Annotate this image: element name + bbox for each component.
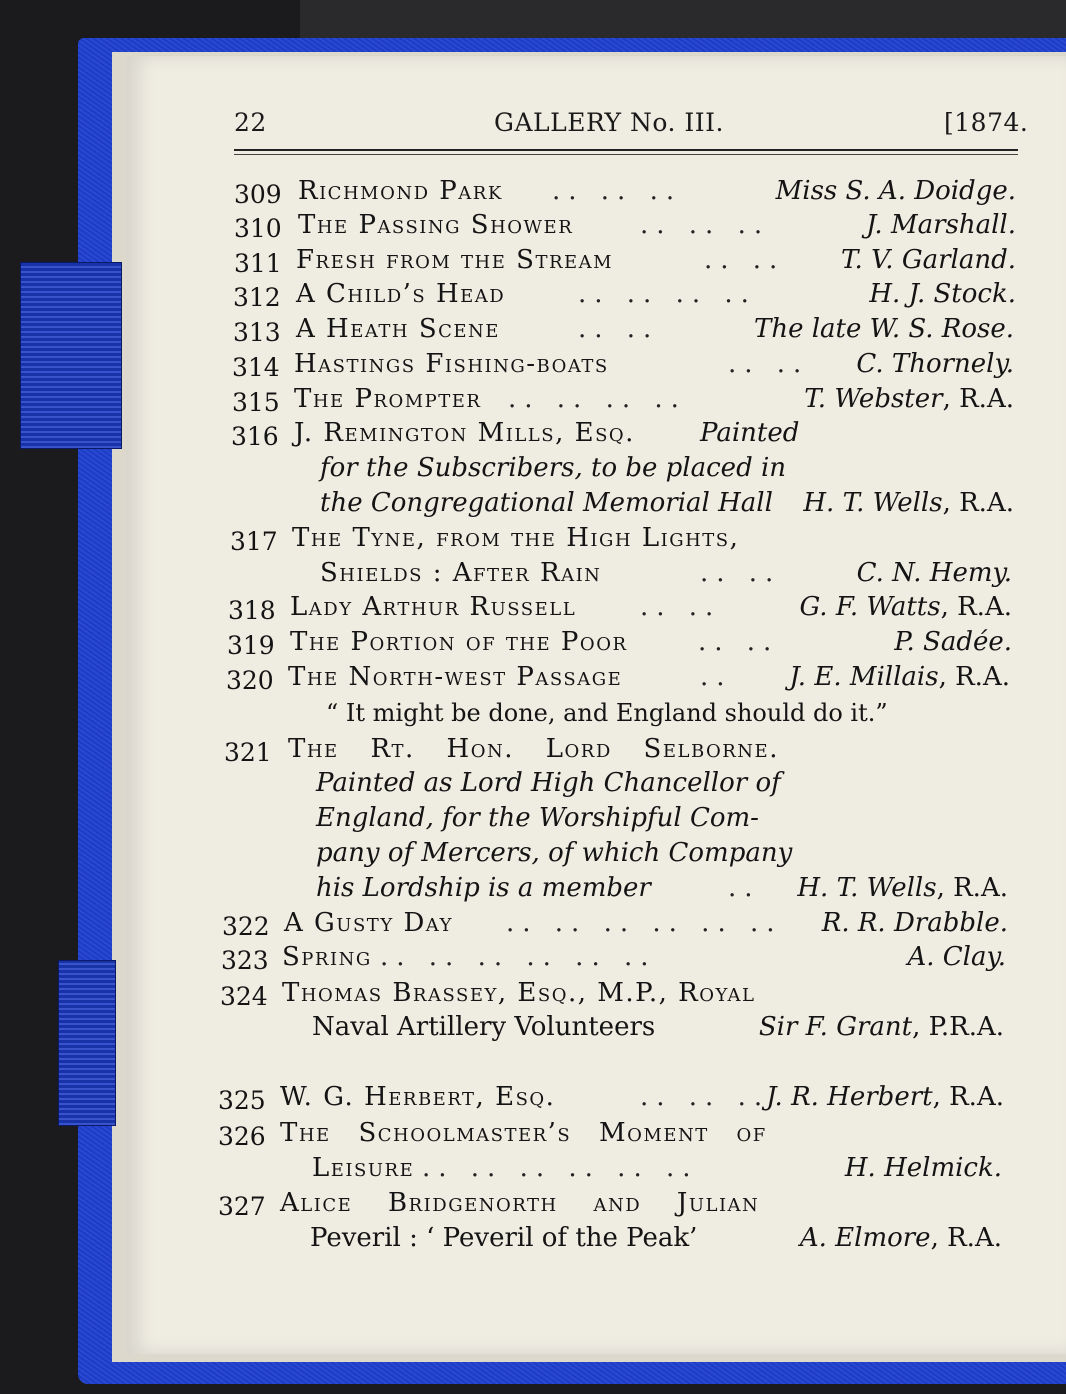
entry-title: The Tyne, from the High Lights,	[292, 523, 740, 553]
artist-suffix: , R.A.	[930, 1223, 1002, 1253]
entry-number: 316	[231, 422, 279, 451]
entry-artist: H. J. Stock.	[869, 279, 1016, 309]
entry-title: Thomas Brassey, Esq., M.P., Royal	[282, 978, 756, 1008]
entry-number: 324	[220, 982, 268, 1011]
artist-suffix: , R.A.	[942, 384, 1014, 414]
entry-note: his Lordship is a member	[316, 873, 651, 903]
page-number: 22	[234, 108, 267, 137]
cloth-tab-lower	[58, 960, 116, 1126]
entry-note: the Congregational Memorial Hall	[320, 488, 773, 518]
entry-artist: A. Clay.	[907, 942, 1006, 972]
entry-number: 319	[227, 631, 275, 660]
entry-title-cont: Peveril : ‘ Peveril of the Peak’	[310, 1223, 698, 1253]
leader-dots: .. .. ..	[552, 176, 683, 206]
entry-title: The Passing Shower	[298, 210, 574, 240]
leader-dots: .. .. .. .. .. ..	[380, 942, 657, 972]
leader-dots: .. ..	[640, 592, 722, 622]
entry-note: England, for the Worshipful Com-	[316, 803, 759, 833]
leader-dots: ..	[700, 662, 733, 692]
artist-suffix: , P.R.A.	[912, 1012, 1004, 1042]
entry-title: J. Remington Mills, Esq.	[294, 418, 635, 448]
artist-suffix: , R.A.	[938, 662, 1010, 692]
entry-title-cont: Naval Artillery Volunteers	[312, 1012, 656, 1042]
entry-artist-wrap	[799, 592, 1012, 622]
backdrop	[300, 0, 1066, 40]
entry-title-cont: Shields : After Rain	[320, 558, 602, 588]
entry-title: The Prompter	[294, 384, 482, 414]
entry-title: Alice Bridgenorth and Julian	[280, 1188, 760, 1218]
running-head: GALLERY No. III.	[494, 108, 724, 137]
leader-dots: .. .. .. ..	[578, 279, 757, 309]
entry-artist: H. Helmick.	[844, 1153, 1002, 1183]
entry-artist: T. Webster	[804, 384, 943, 414]
entry-title: A Heath Scene	[296, 314, 500, 344]
entry-title: Fresh from the Stream	[296, 245, 614, 275]
entry-number: 315	[232, 388, 280, 417]
entry-title: The Schoolmaster’s Moment of	[280, 1118, 767, 1148]
artist-suffix: , R.A.	[942, 488, 1014, 518]
entry-note: for the Subscribers, to be placed in	[320, 453, 787, 483]
header-rule-thin	[234, 154, 1018, 155]
leader-dots: .. ..	[728, 349, 810, 379]
entry-number: 312	[233, 283, 281, 312]
entry-artist: G. F. Watts	[799, 592, 941, 622]
leader-dots: .. .. .. .. .. ..	[422, 1153, 699, 1183]
entry-artist: Sir F. Grant	[758, 1012, 913, 1042]
leader-dots: .. .. .. .. .. ..	[506, 908, 783, 938]
header-rule	[234, 149, 1018, 151]
entry-artist-wrap	[789, 662, 1010, 692]
entry-artist: Miss S. A. Doidge.	[775, 176, 1016, 206]
entry-title: The Portion of the Poor	[290, 627, 628, 657]
entry-artist: C. N. Hemy.	[856, 558, 1012, 588]
entry-number: 323	[221, 946, 269, 975]
leader-dots: .. .. .. ..	[508, 384, 687, 414]
entry-title: The Rt. Hon. Lord Selborne.	[288, 734, 779, 764]
year-mark: [1874.	[944, 108, 1029, 137]
entry-number: 320	[226, 666, 274, 695]
entry-artist: H. T. Wells	[803, 488, 943, 518]
entry-artist: R. R. Drabble.	[821, 908, 1008, 938]
entry-artist-wrap	[803, 488, 1014, 518]
entry-number: 326	[218, 1122, 266, 1151]
entry-artist: J. R. Herbert	[766, 1082, 933, 1112]
entry-number: 309	[234, 180, 282, 209]
entry-quote: “ It might be done, and England should do it.”	[326, 699, 888, 727]
entry-note: Painted as Lord High Chancellor of	[316, 768, 781, 798]
artist-suffix: , R.A.	[936, 873, 1008, 903]
cloth-tab-upper	[20, 262, 122, 449]
entry-title: Spring	[282, 942, 372, 972]
entry-title: The North-west Passage	[288, 662, 623, 692]
artist-suffix: , R.A.	[932, 1082, 1004, 1112]
entry-artist: H. T. Wells	[797, 873, 937, 903]
entry-title: Lady Arthur Russell	[290, 592, 577, 622]
entry-artist: J. Marshall.	[866, 210, 1016, 240]
entry-artist-wrap	[759, 1012, 1004, 1042]
entry-number: 317	[230, 527, 278, 556]
entry-artist: The late W. S. Rose.	[754, 314, 1014, 344]
entry-number: 311	[234, 249, 282, 278]
entry-artist: T. V. Garland.	[841, 245, 1016, 275]
entry-title: A Gusty Day	[284, 908, 453, 938]
leader-dots: .. ..	[578, 314, 660, 344]
leader-dots: .. ..	[698, 627, 780, 657]
leader-dots: .. ..	[704, 245, 786, 275]
artist-suffix: , R.A.	[940, 592, 1012, 622]
entry-artist-wrap	[804, 384, 1014, 414]
entry-number: 313	[233, 318, 281, 347]
leader-dots: .. .. ..	[640, 1082, 771, 1112]
entry-number: 327	[218, 1192, 266, 1221]
entry-number: 310	[234, 214, 282, 243]
entry-title: Richmond Park	[298, 176, 503, 206]
entry-artist-wrap	[766, 1082, 1004, 1112]
entry-title: Hastings Fishing-boats	[294, 349, 609, 379]
leader-dots: .. .. ..	[640, 210, 771, 240]
leader-dots: .. ..	[700, 558, 782, 588]
entry-title: W. G. Herbert, Esq.	[280, 1082, 556, 1112]
entry-note: pany of Mercers, of which Company	[316, 838, 793, 868]
entry-artist-wrap	[800, 1223, 1002, 1253]
entry-artist: J. E. Millais	[789, 662, 939, 692]
entry-note: Painted	[700, 418, 800, 448]
entry-artist: C. Thornely.	[856, 349, 1014, 379]
entry-number: 318	[228, 596, 276, 625]
entry-number: 321	[224, 738, 272, 767]
entry-number: 314	[232, 353, 280, 382]
entry-number: 325	[218, 1086, 266, 1115]
leader-dots: ..	[728, 873, 761, 903]
entry-title: A Child’s Head	[296, 279, 506, 309]
entry-artist: P. Sadée.	[894, 627, 1012, 657]
entry-number: 322	[222, 912, 270, 941]
entry-artist: A. Elmore	[799, 1223, 931, 1253]
entry-artist-wrap	[797, 873, 1008, 903]
entry-title-cont: Leisure	[312, 1153, 415, 1183]
